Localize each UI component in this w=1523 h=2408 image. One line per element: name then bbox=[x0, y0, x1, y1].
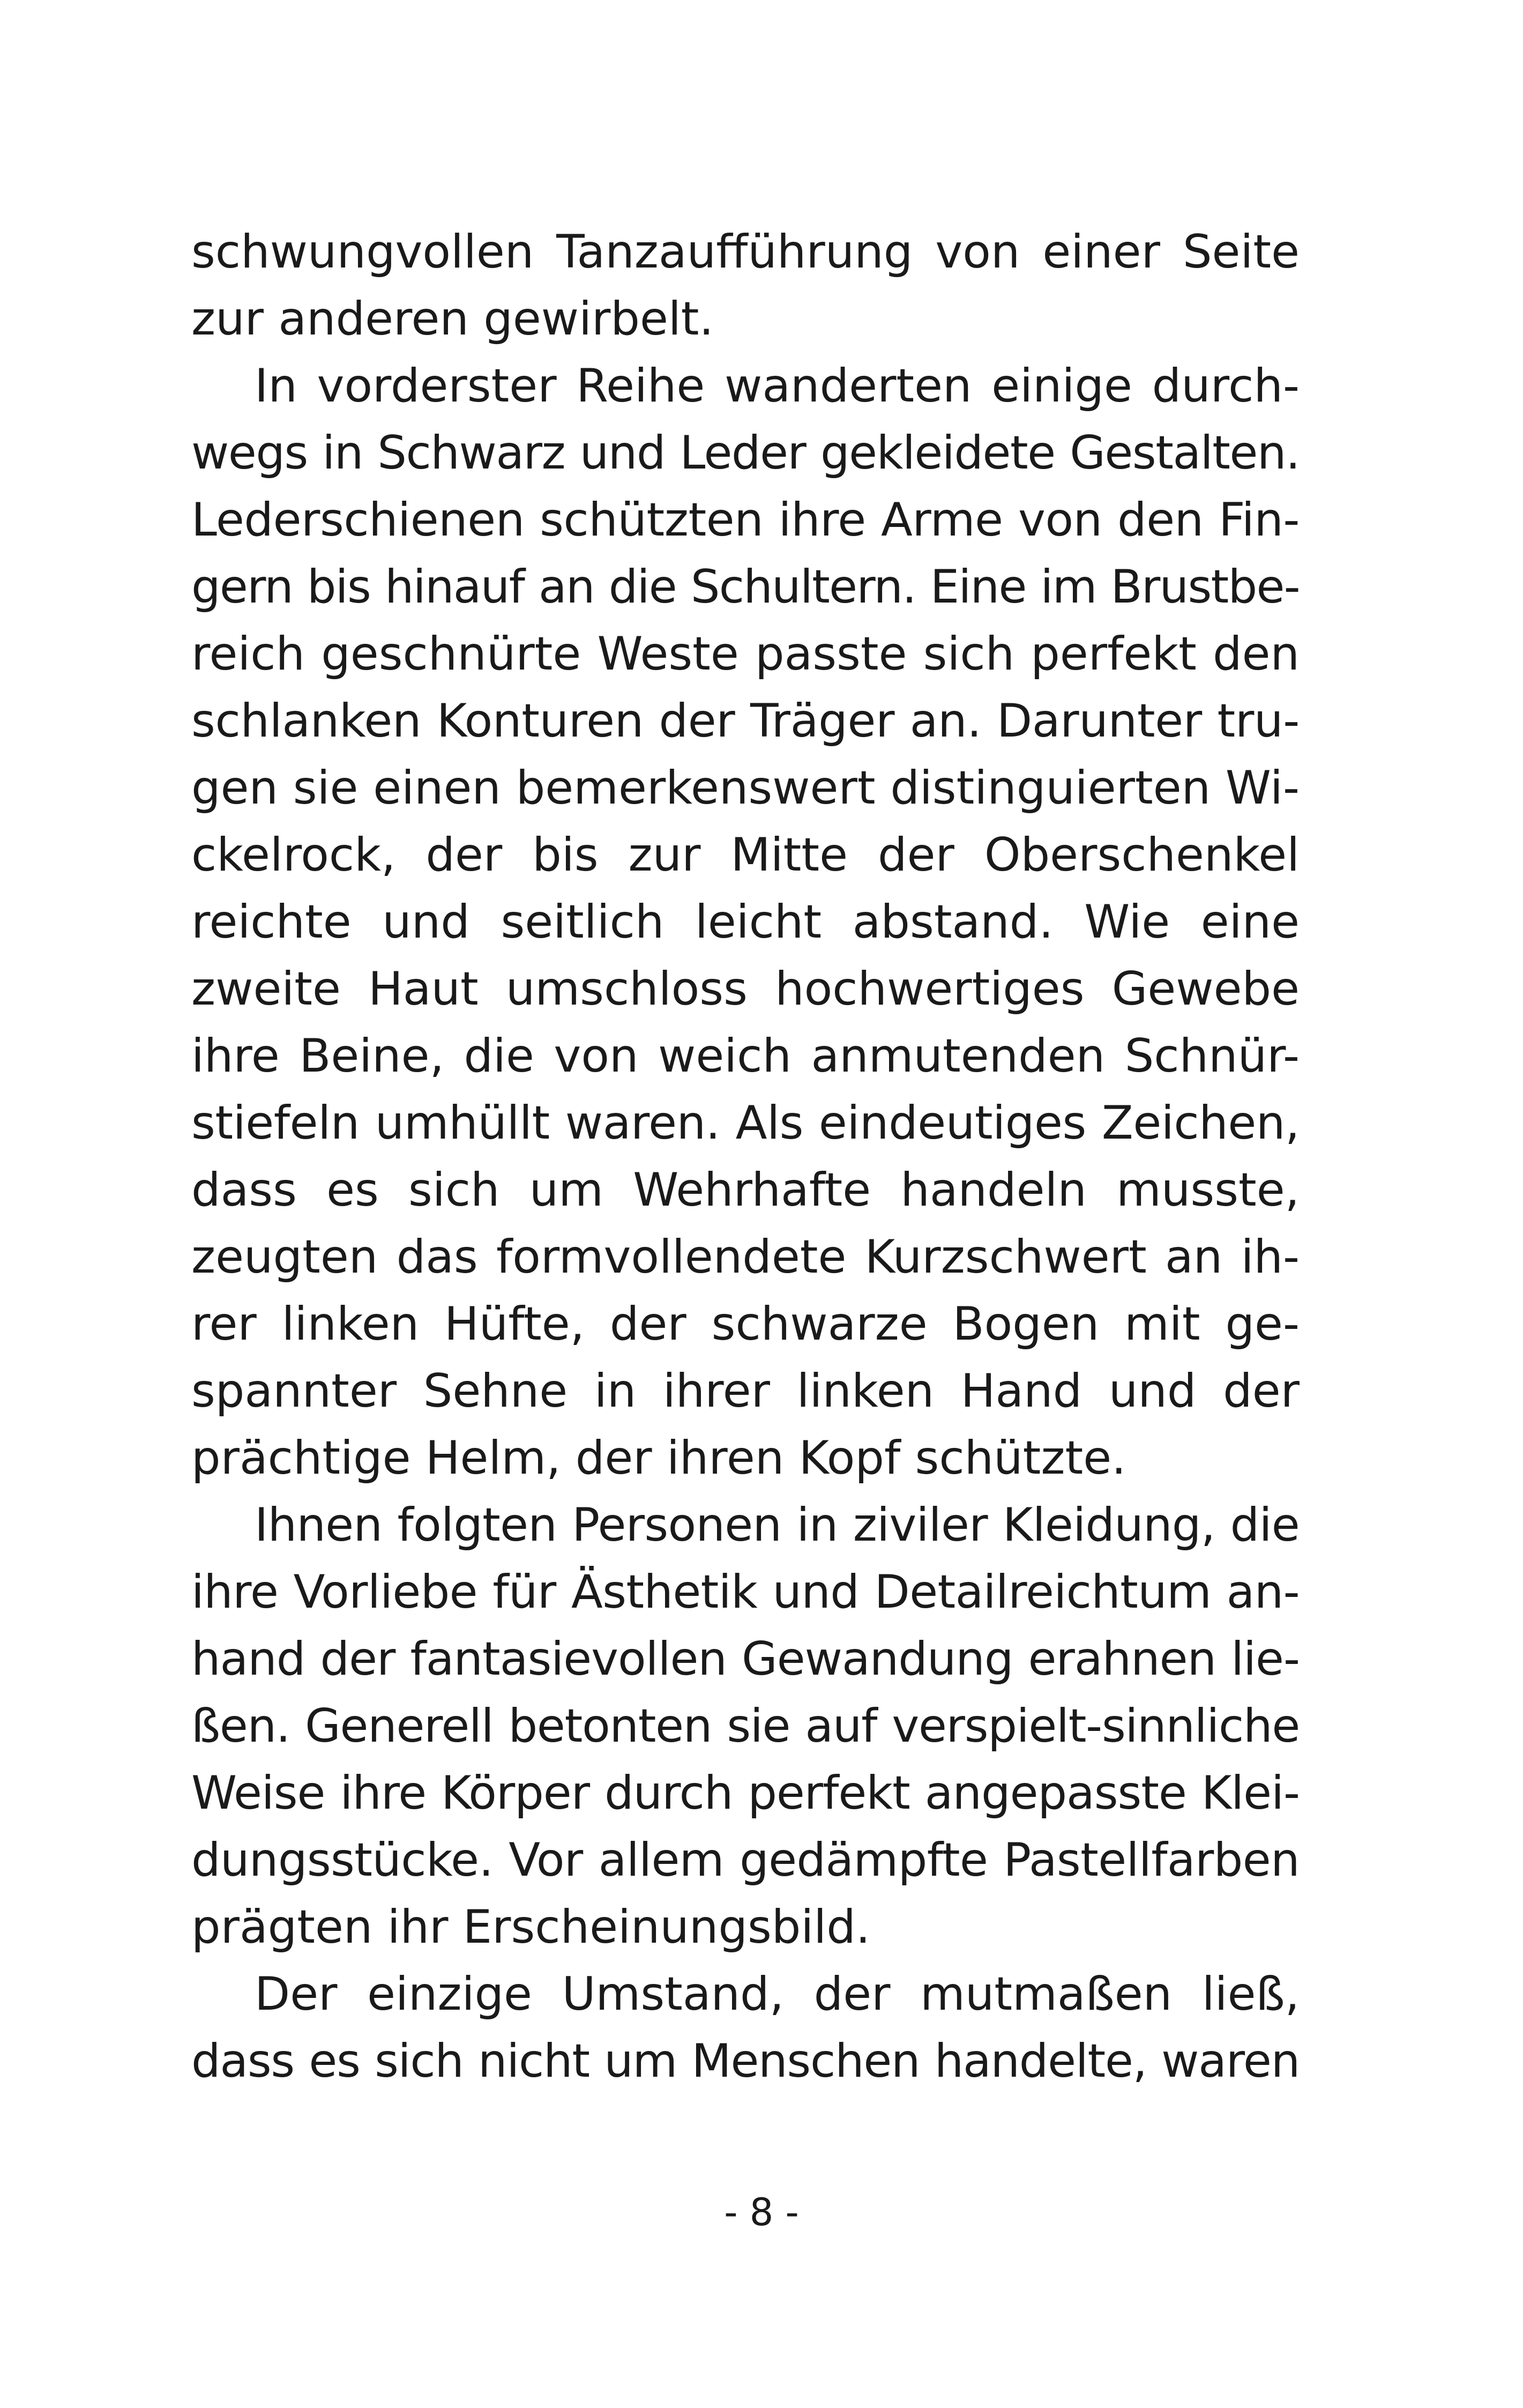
text-line: ihre Vorliebe für Ästhetik und Detailreichtum an- bbox=[191, 1565, 1300, 1619]
text-line: zweite Haut umschloss hochwertiges Gewebe bbox=[191, 962, 1300, 1016]
text-line: dass es sich nicht um Menschen handelte, waren bbox=[191, 2034, 1300, 2088]
text-line: reich geschnürte Weste passte sich perfekt den bbox=[191, 627, 1300, 681]
text-line: prächtige Helm, der ihren Kopf schützte. bbox=[191, 1431, 1126, 1485]
text-line: gen sie einen bemerkenswert distinguierten Wi- bbox=[191, 761, 1300, 815]
text-line: reichte und seitlich leicht abstand. Wie eine bbox=[191, 895, 1300, 949]
text-line: schlanken Konturen der Träger an. Darunter tru- bbox=[191, 694, 1300, 748]
text-line: Weise ihre Körper durch perfekt angepasste Klei- bbox=[191, 1766, 1300, 1820]
text-line: ßen. Generell betonten sie auf verspielt-sinnliche bbox=[191, 1699, 1300, 1753]
text-line: rer linken Hüfte, der schwarze Bogen mit ge- bbox=[191, 1297, 1300, 1351]
text-line: wegs in Schwarz und Leder gekleidete Gestalten. bbox=[191, 426, 1300, 480]
text-line: zeugten das formvollendete Kurzschwert an ih- bbox=[191, 1230, 1300, 1284]
text-line: gern bis hinauf an die Schultern. Eine im Brustbe- bbox=[191, 560, 1300, 614]
text-line: stiefeln umhüllt waren. Als eindeutiges Zeichen, bbox=[191, 1096, 1300, 1150]
text-line: spannter Sehne in ihrer linken Hand und der bbox=[191, 1364, 1300, 1418]
text-line: Lederschienen schützten ihre Arme von den Fin- bbox=[191, 493, 1300, 547]
text-line: schwungvollen Tanzaufführung von einer Seite bbox=[191, 225, 1300, 279]
text-line: Ihnen folgten Personen in ziviler Kleidung, die bbox=[255, 1498, 1300, 1552]
body-text bbox=[191, 219, 1300, 2095]
text-line: Der einzige Umstand, der mutmaßen ließ, bbox=[255, 1967, 1300, 2021]
text-line: dass es sich um Wehrhafte handeln musste, bbox=[191, 1163, 1300, 1217]
text-line: zur anderen gewirbelt. bbox=[191, 292, 714, 346]
text-line: In vorderster Reihe wanderten einige durch- bbox=[255, 359, 1300, 413]
text-line: prägten ihr Erscheinungsbild. bbox=[191, 1900, 871, 1954]
text-line: ihre Beine, die von weich anmutenden Schnür- bbox=[191, 1029, 1300, 1083]
text-line: ckelrock, der bis zur Mitte der Oberschenkel bbox=[191, 828, 1300, 882]
text-line: dungsstücke. Vor allem gedämpfte Pastellfarben bbox=[191, 1833, 1300, 1887]
text-line: hand der fantasievollen Gewandung erahnen lie- bbox=[191, 1632, 1300, 1686]
page-number: - 8 - bbox=[724, 2190, 799, 2234]
